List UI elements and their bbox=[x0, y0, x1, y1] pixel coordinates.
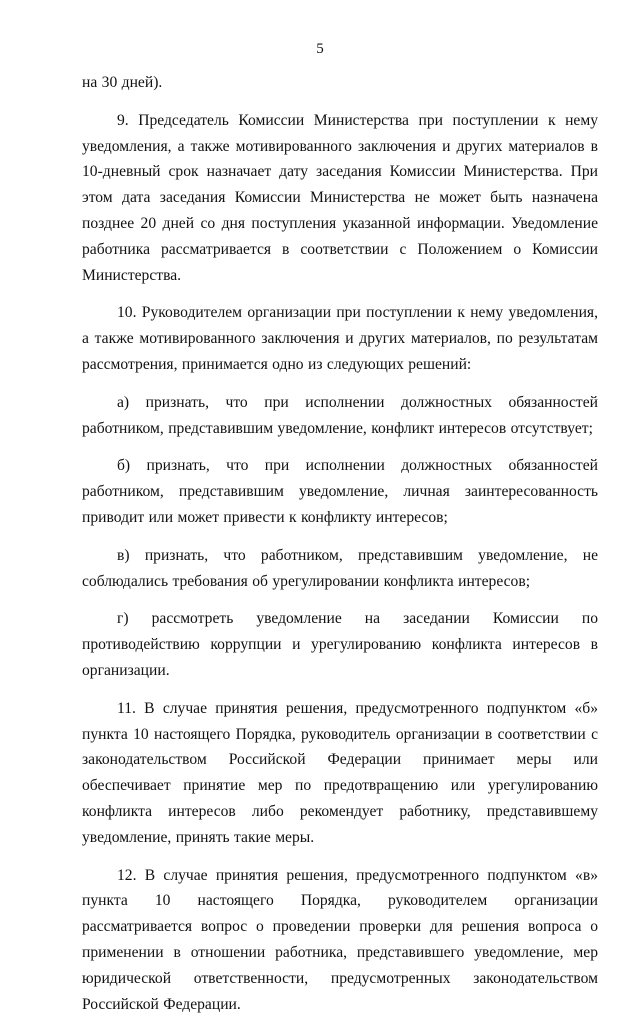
paragraph-item-11: 11. В случае принятия решения, предусмотренного подпунктом «б» пункта 10 настоящего Порядка, руководитель организации в соответствии с законодательством Российской Федерации принимает меры или обеспечивает принятие мер по предотвращению или урегулированию конфликта интересов либо рекомендует работнику, представившему уведомление, принять такие меры. bbox=[82, 699, 598, 846]
subparagraph-g: г) рассмотреть уведомление на заседании Комиссии по противодействию коррупции и урегулированию конфликта интересов в организации. bbox=[82, 610, 598, 679]
paragraph-item-10: 10. Руководителем организации при поступлении к нему уведомления, а также мотивированного заключения и других материалов, по результатам рассмотрения, принимается одно из следующих решений: bbox=[82, 304, 598, 373]
paragraph-item-12: 12. В случае принятия решения, предусмотренного подпунктом «в» пункта 10 настоящего Порядка, руководителем организации рассматривается вопрос о проведении проверки для решения вопроса о применении в отношении работника, представившего уведомление, мер юридической ответственности, предусмотренных законодательством Российской Федерации. bbox=[82, 866, 598, 1013]
document-body bbox=[82, 70, 598, 1017]
paragraph-continuation: на 30 дней). bbox=[82, 74, 163, 91]
page-number: 5 bbox=[316, 41, 324, 57]
subparagraph-v: в) признать, что работником, представившим уведомление, не соблюдались требования об урегулировании конфликта интересов; bbox=[82, 546, 598, 590]
subparagraph-b: б) признать, что при исполнении должностных обязанностей работником, представившим уведомление, личная заинтересованность приводит или может привести к конфликту интересов; bbox=[82, 457, 598, 526]
subparagraph-a: а) признать, что при исполнении должностных обязанностей работником, представившим уведомление, конфликт интересов отсутствует; bbox=[82, 393, 598, 437]
paragraph-item-9: 9. Председатель Комиссии Министерства при поступлении к нему уведомления, а также мотивированного заключения и других материалов в 10-дневный срок назначает дату заседания Комиссии Министерства. При этом дата заседания Комиссии Министерства не может быть назначена позднее 20 дней со дня поступления указанной информации. Уведомление работника рассматривается в соответствии с Положением о Комиссии Министерства. bbox=[82, 111, 598, 284]
